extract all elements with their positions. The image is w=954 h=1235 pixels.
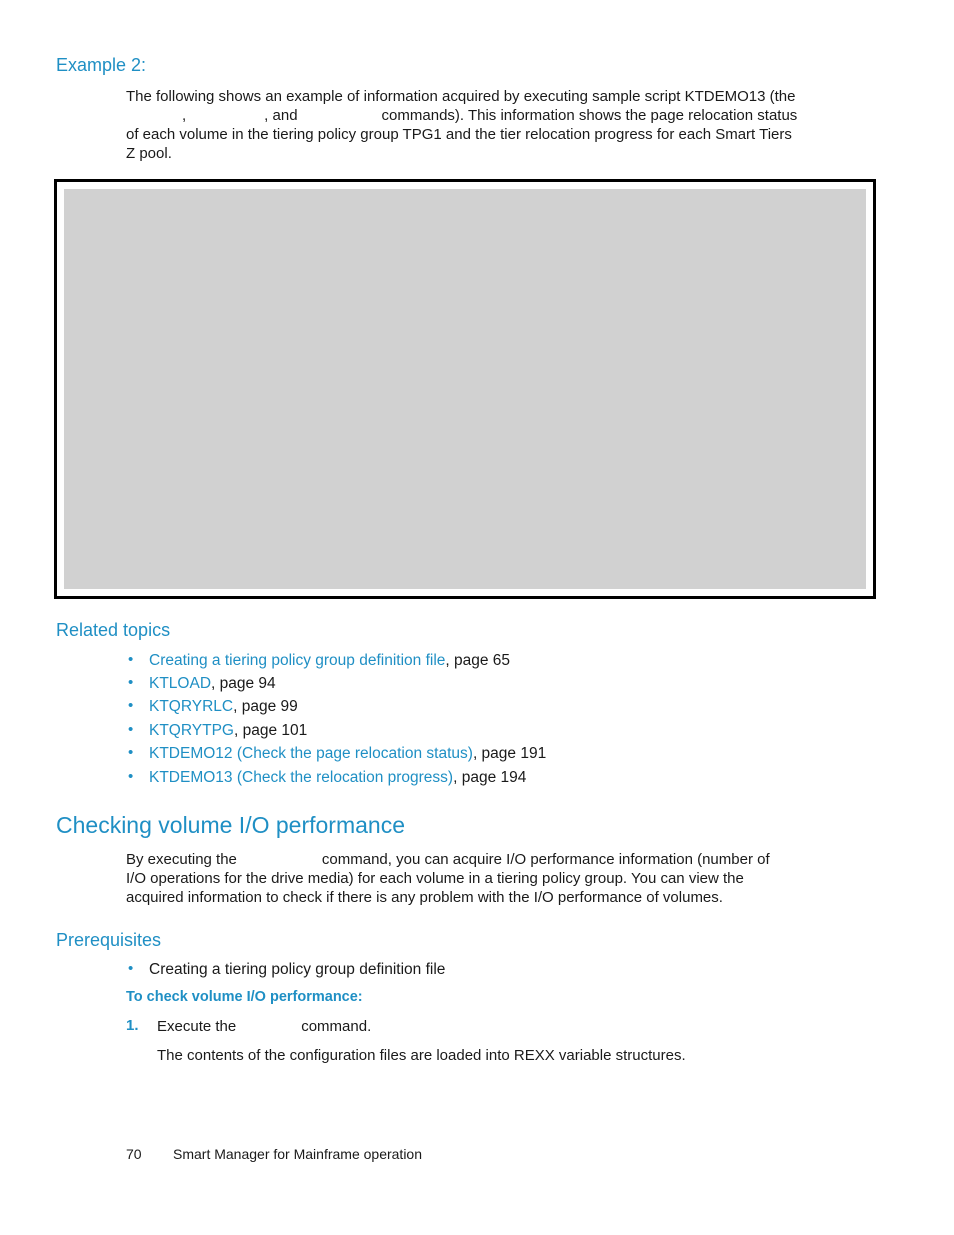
related-topic-item: [149, 651, 510, 670]
intro-line-3: of each volume in the tiering policy group TPG1 and the tier relocation progress for each Smart Tiers: [126, 126, 792, 143]
code-example-frame: [54, 179, 876, 599]
intro-and: , and: [264, 107, 298, 124]
section-para-line-3: acquired information to check if there is any problem with the I/O performance of volumes.: [126, 889, 723, 906]
prerequisite-item: Creating a tiering policy group definition file: [149, 961, 446, 978]
topic-link-ktdemo13[interactable]: KTDEMO13 (Check the relocation progress): [149, 769, 454, 786]
topic-link-ktdemo12[interactable]: KTDEMO12 (Check the page relocation status): [149, 745, 473, 762]
topic-page-ref: , page 94: [211, 675, 276, 692]
topic-link-ktload[interactable]: KTLOAD: [149, 675, 212, 692]
related-topic-item: [149, 697, 298, 716]
footer-title: Smart Manager for Mainframe operation: [173, 1146, 422, 1162]
procedure-heading: To check volume I/O performance:: [126, 989, 363, 1005]
related-topic-item: [149, 674, 276, 693]
topic-link-ktqryrlc[interactable]: KTQRYRLC: [149, 698, 234, 715]
bullet-icon: •: [128, 768, 134, 785]
topic-page-ref: , page 101: [233, 722, 308, 739]
step-result: The contents of the configuration files are loaded into REXX variable structures.: [157, 1047, 686, 1064]
intro-comma: ,: [182, 107, 187, 124]
intro-line-2: [126, 106, 797, 125]
step-text: [157, 1017, 371, 1036]
bullet-icon: •: [128, 744, 134, 761]
para-text-b: command, you can acquire I/O performance information (number of: [321, 851, 770, 868]
code-example-area: [64, 189, 866, 589]
topic-page-ref: , page 191: [472, 745, 547, 762]
related-topic-item: [149, 721, 307, 740]
section-para-line-1: [126, 850, 770, 869]
related-topics-heading: Related topics: [56, 620, 171, 640]
step-number: 1.: [126, 1017, 139, 1034]
bullet-icon: •: [128, 960, 134, 977]
section-para-line-2: I/O operations for the drive media) for each volume in a tiering policy group. You can view the: [126, 870, 744, 887]
intro-line-1: The following shows an example of information acquired by executing sample script KTDEMO13 (the: [126, 88, 796, 105]
step-text-b: command.: [301, 1018, 372, 1035]
footer-page-number: 70: [126, 1146, 142, 1162]
step-text-a: Execute the: [157, 1018, 237, 1035]
related-topic-item: [149, 768, 526, 787]
prerequisites-heading: Prerequisites: [56, 930, 162, 950]
bullet-icon: •: [128, 651, 134, 668]
topic-page-ref: , page 99: [233, 698, 298, 715]
topic-link-ktqrytpg[interactable]: KTQRYTPG: [149, 722, 234, 739]
intro-line-4: Z pool.: [126, 145, 172, 162]
bullet-icon: •: [128, 674, 134, 691]
topic-page-ref: , page 65: [445, 652, 511, 669]
topic-link-creating-tpg-file[interactable]: Creating a tiering policy group definition file: [149, 652, 446, 669]
bullet-icon: •: [128, 721, 134, 738]
example-heading: Example 2:: [56, 55, 147, 75]
related-topic-item: [149, 744, 546, 763]
para-text-a: By executing the: [126, 851, 237, 868]
intro-commands-text: commands). This information shows the page relocation status: [381, 107, 798, 124]
topic-page-ref: , page 194: [453, 769, 527, 786]
section-title: Checking volume I/O performance: [56, 812, 405, 838]
bullet-icon: •: [128, 697, 134, 714]
